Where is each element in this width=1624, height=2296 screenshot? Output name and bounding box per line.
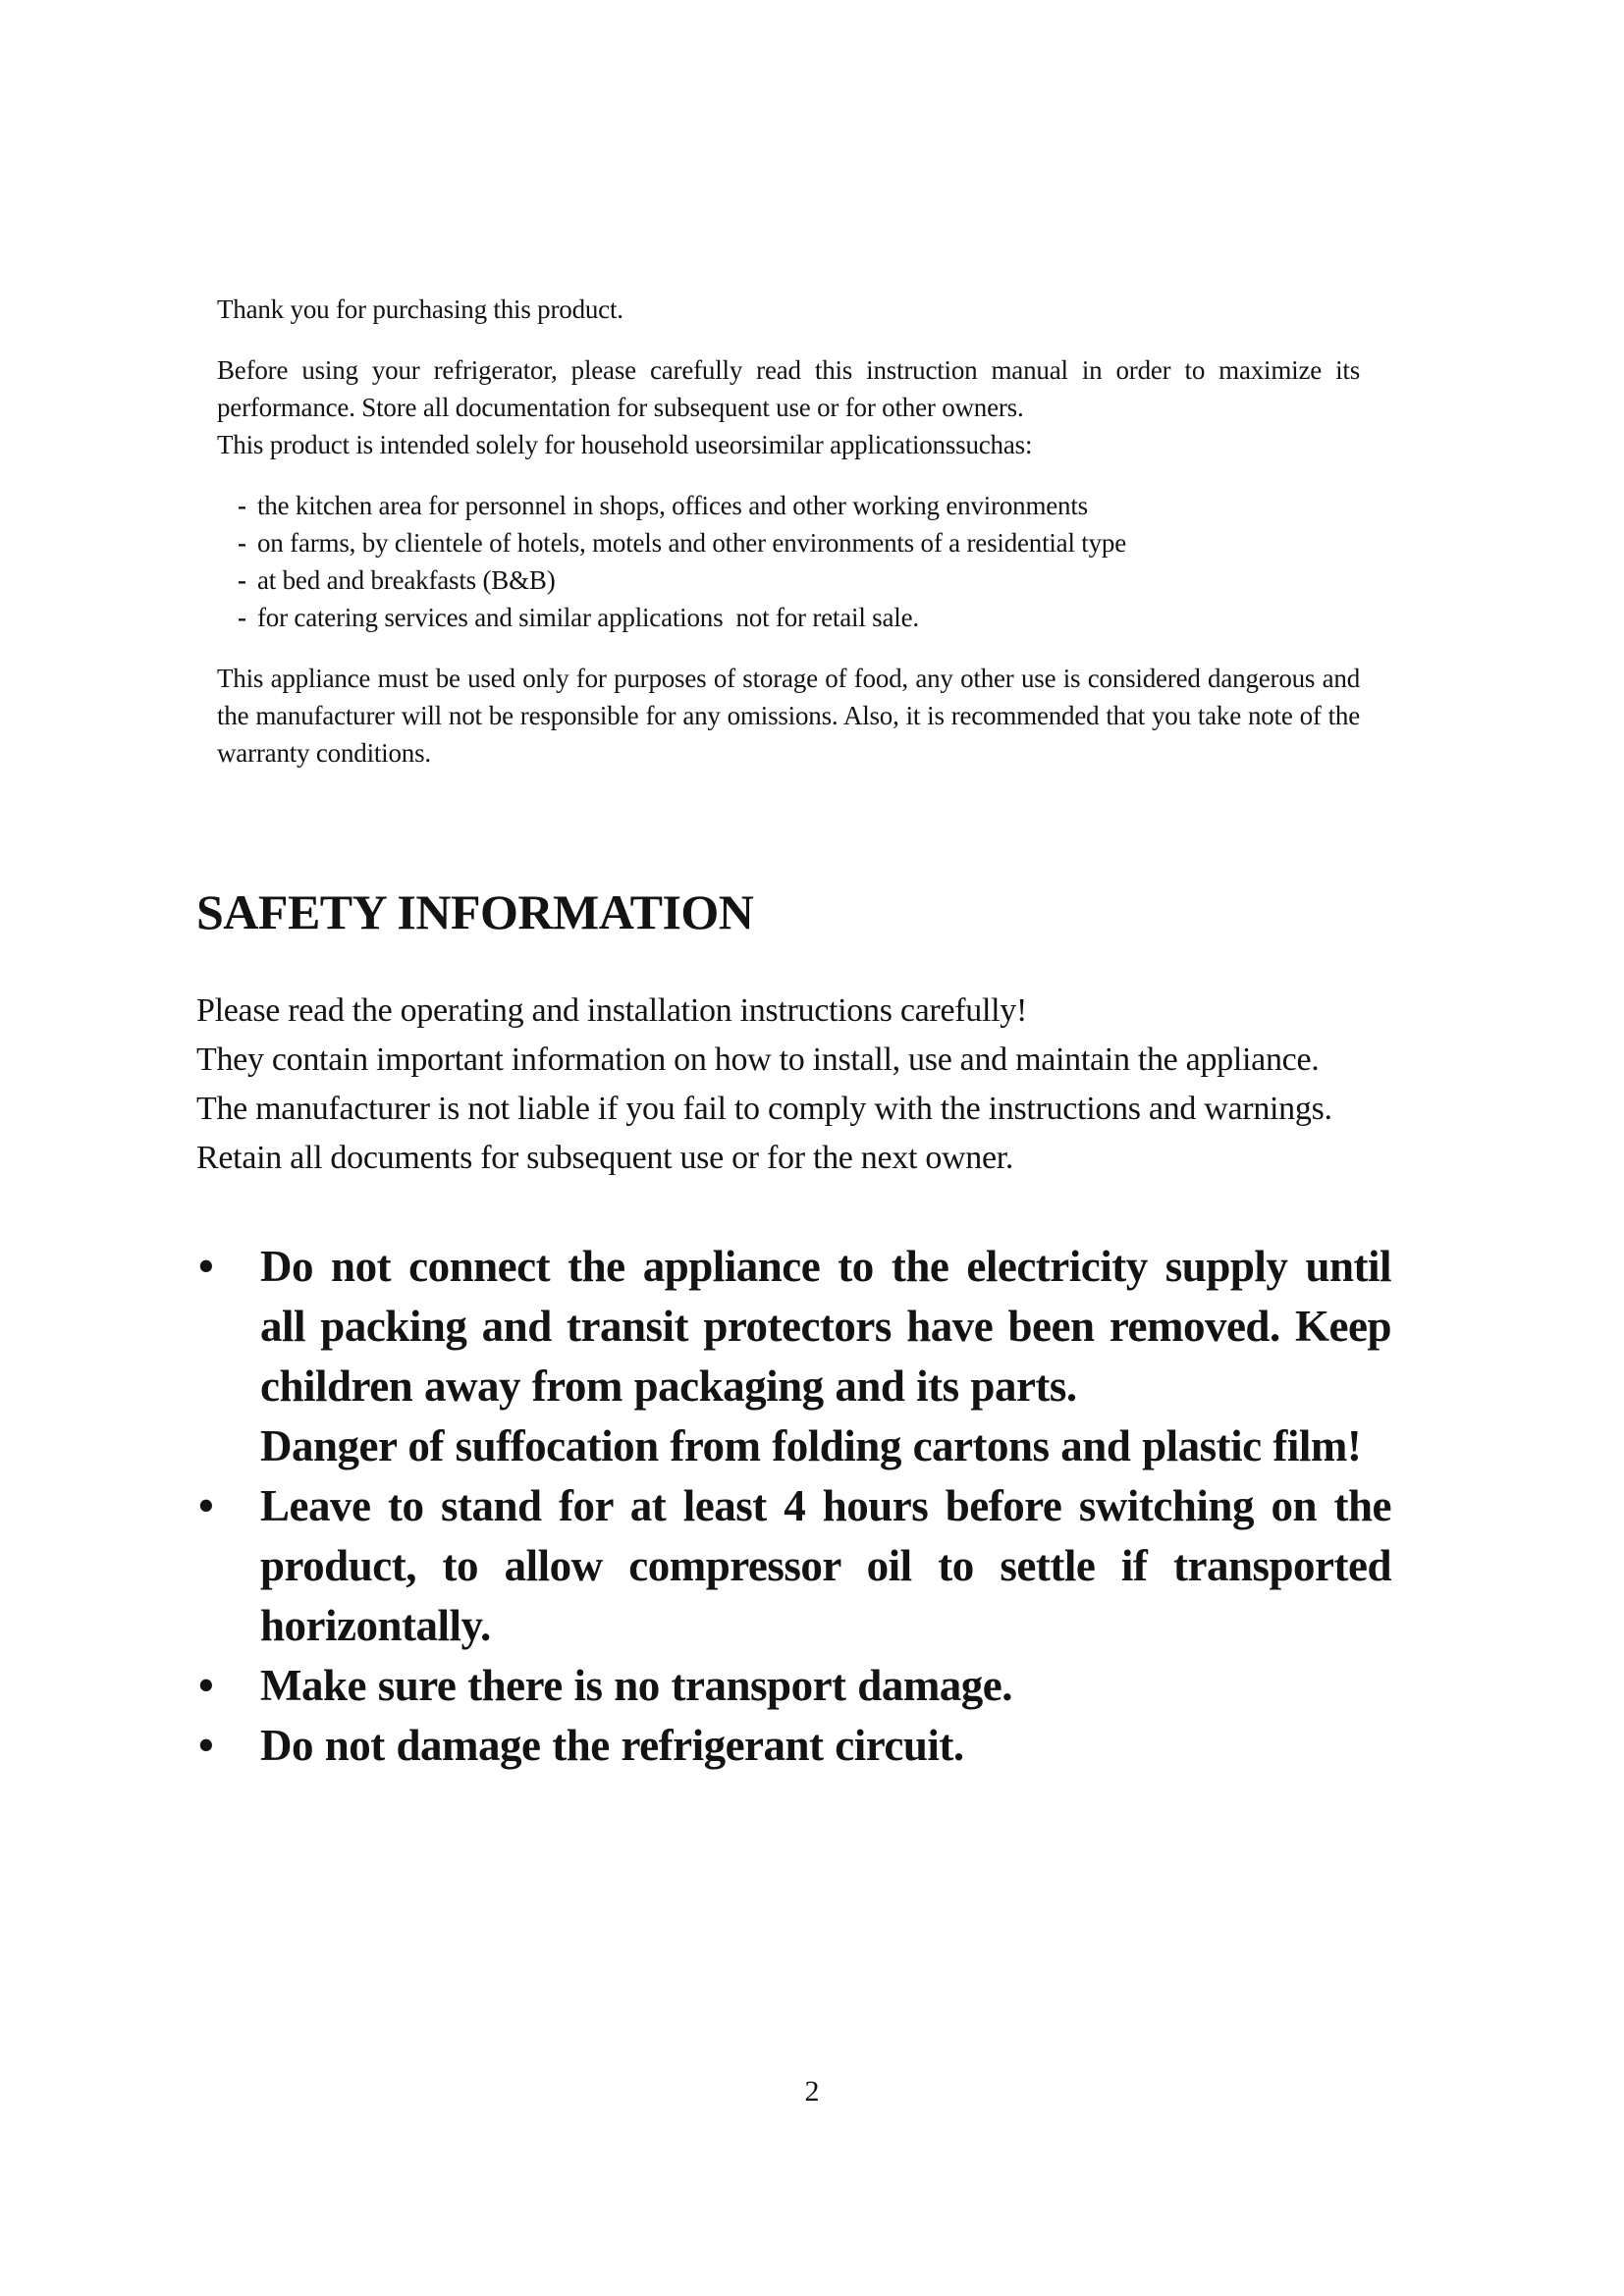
- safety-information-heading: SAFETY INFORMATION: [196, 884, 754, 939]
- warning-text: [260, 1716, 1391, 1776]
- safety-paragraph: They contain important information on how to install, use and maintain the appliance.: [196, 1041, 1320, 1078]
- intro-paragraph-before-using: [217, 351, 1360, 463]
- list-item-text: the kitchen area for personnel in shops, offices and other working environments: [257, 491, 1088, 520]
- dash-marker: -: [238, 491, 246, 520]
- list-item: [238, 487, 1360, 524]
- warning-line: Do not damage the refrigerant circuit.: [260, 1721, 964, 1770]
- warning-line: Danger of suffocation from folding cartons and plastic film!: [260, 1421, 1362, 1470]
- intended-use-list: [238, 487, 1360, 636]
- page-number: 2: [804, 2075, 820, 2108]
- warning-line: Do not connect the appliance to the electricity supply until all packing and transit protectors have been removed. Keep children away from packaging and its parts.: [260, 1242, 1391, 1411]
- list-item-text: at bed and breakfasts (B&B): [257, 565, 556, 595]
- intro-intended-use-text: This product is intended solely for household useorsimilar applicationssuchas:: [217, 430, 1033, 459]
- warning-item: [198, 1656, 1391, 1716]
- list-item-text: for catering services and similar applications not for retail sale.: [257, 603, 919, 632]
- list-item-text: on farms, by clientele of hotels, motels and other environments of a residential type: [257, 528, 1126, 558]
- warning-item: [198, 1716, 1391, 1776]
- warning-text: [260, 1237, 1391, 1476]
- warning-text: [260, 1476, 1391, 1656]
- safety-paragraph: Retain all documents for subsequent use or for the next owner.: [196, 1140, 1014, 1176]
- list-item: [238, 561, 1360, 599]
- intro-before-using-text: Before using your refrigerator, please carefully read this instruction manual in order to maximize its performance. Store all documentation for subsequent use or for other owners.: [217, 355, 1360, 422]
- warning-item: [198, 1476, 1391, 1656]
- safety-paragraph: The manufacturer is not liable if you fail to comply with the instructions and warnings.: [196, 1091, 1332, 1127]
- dash-marker: -: [238, 565, 246, 595]
- list-item: [238, 524, 1360, 561]
- bullet-marker: •: [198, 1481, 214, 1530]
- warning-text: [260, 1656, 1391, 1716]
- bullet-marker: •: [198, 1242, 214, 1291]
- appliance-purpose-paragraph: This appliance must be used only for purposes of storage of food, any other use is considered dangerous and the manufacturer will not be responsible for any omissions. Also, it is recommended that you take note of the warranty conditions.: [217, 664, 1360, 768]
- bullet-marker: •: [198, 1721, 214, 1770]
- safety-warning-list: [198, 1237, 1391, 1776]
- bullet-marker: •: [198, 1661, 214, 1710]
- list-item: [238, 599, 1360, 636]
- warning-item: [198, 1237, 1391, 1476]
- dash-marker: -: [238, 528, 246, 558]
- safety-paragraph: Please read the operating and installation instructions carefully!: [196, 992, 1027, 1029]
- safety-intro-paragraphs: [196, 987, 1360, 1183]
- warning-line: Make sure there is no transport damage.: [260, 1661, 1013, 1710]
- warning-line: Leave to stand for at least 4 hours before switching on the product, to allow compressor oil to settle if transported horizontally.: [260, 1481, 1391, 1650]
- dash-marker: -: [238, 603, 246, 632]
- intro-paragraph-thanks: Thank you for purchasing this product.: [217, 294, 623, 324]
